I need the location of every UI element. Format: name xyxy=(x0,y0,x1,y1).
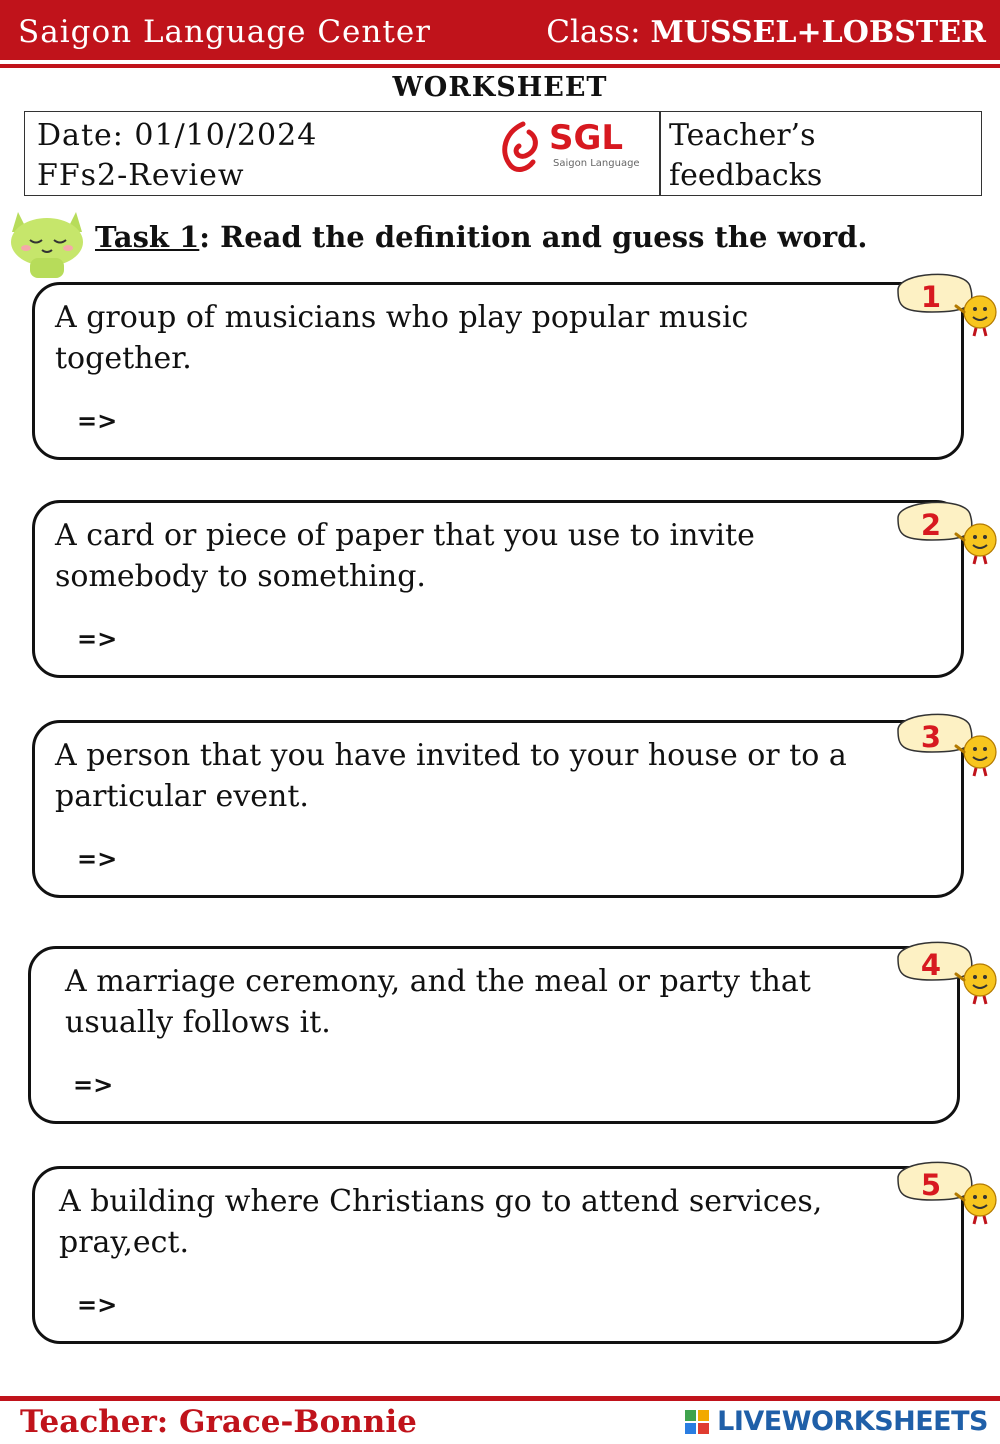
question-number: 3 xyxy=(920,720,942,754)
question-badge-1 xyxy=(892,266,1000,346)
lesson-code: FFs2-Review xyxy=(37,158,245,193)
teacher-name: Teacher: Grace-Bonnie xyxy=(20,1404,417,1440)
class-info xyxy=(546,14,986,50)
info-divider xyxy=(659,112,661,195)
liveworksheets-logo-icon xyxy=(685,1410,709,1434)
liveworksheets-brand[interactable] xyxy=(685,1406,988,1436)
question-box-2 xyxy=(32,500,964,678)
header-rule xyxy=(0,64,1000,68)
answer-prefix: => xyxy=(73,1071,114,1099)
center-name: Saigon Language Center xyxy=(18,14,431,50)
question-box-1 xyxy=(32,282,964,460)
answer-prefix: => xyxy=(77,407,118,435)
question-definition: A group of musicians who play popular music together. xyxy=(55,300,749,376)
worksheet-title: WORKSHEET xyxy=(392,72,608,103)
question-definition: A building where Christians go to attend services, pray,ect. xyxy=(59,1184,823,1260)
question-number: 1 xyxy=(920,280,942,314)
task-label: Task 1 xyxy=(95,220,200,254)
task-title xyxy=(95,220,868,254)
question-definition: A marriage ceremony, and the meal or party that usually follows it. xyxy=(65,964,811,1040)
logo-text: SGL xyxy=(549,118,624,158)
question-definition: A person that you have invited to your house or to a particular event. xyxy=(55,738,847,814)
sgl-swirl-icon xyxy=(493,118,553,178)
answer-prefix: => xyxy=(77,1291,118,1319)
class-label: Class: xyxy=(546,14,641,50)
question-number: 4 xyxy=(920,948,942,982)
task-instruction: : Read the definition and guess the word. xyxy=(199,220,868,254)
question-number: 2 xyxy=(920,508,942,542)
question-badge-2 xyxy=(892,494,1000,574)
question-badge-3 xyxy=(892,706,1000,786)
question-number: 5 xyxy=(920,1168,942,1202)
question-box-3 xyxy=(32,720,964,898)
question-badge-5 xyxy=(892,1154,1000,1234)
question-box-5 xyxy=(32,1166,964,1344)
cat-mascot-icon xyxy=(4,202,90,280)
question-badge-4 xyxy=(892,934,1000,1014)
footer-rule xyxy=(0,1396,1000,1401)
feedback-label-line1: Teacher’s xyxy=(669,118,816,153)
class-value: MUSSEL+LOBSTER xyxy=(650,15,986,50)
brand-text: LIVEWORKSHEETS xyxy=(717,1406,988,1437)
info-box xyxy=(24,111,982,196)
sgl-logo xyxy=(493,116,653,186)
answer-prefix: => xyxy=(77,845,118,873)
header-bar xyxy=(0,0,1000,64)
question-definition: A card or piece of paper that you use to invite somebody to something. xyxy=(55,518,755,594)
question-box-4 xyxy=(28,946,960,1124)
date-text: Date: 01/10/2024 xyxy=(37,118,318,153)
logo-subtitle: Saigon Language xyxy=(553,158,640,169)
answer-prefix: => xyxy=(77,625,118,653)
feedback-label-line2: feedbacks xyxy=(669,158,823,193)
